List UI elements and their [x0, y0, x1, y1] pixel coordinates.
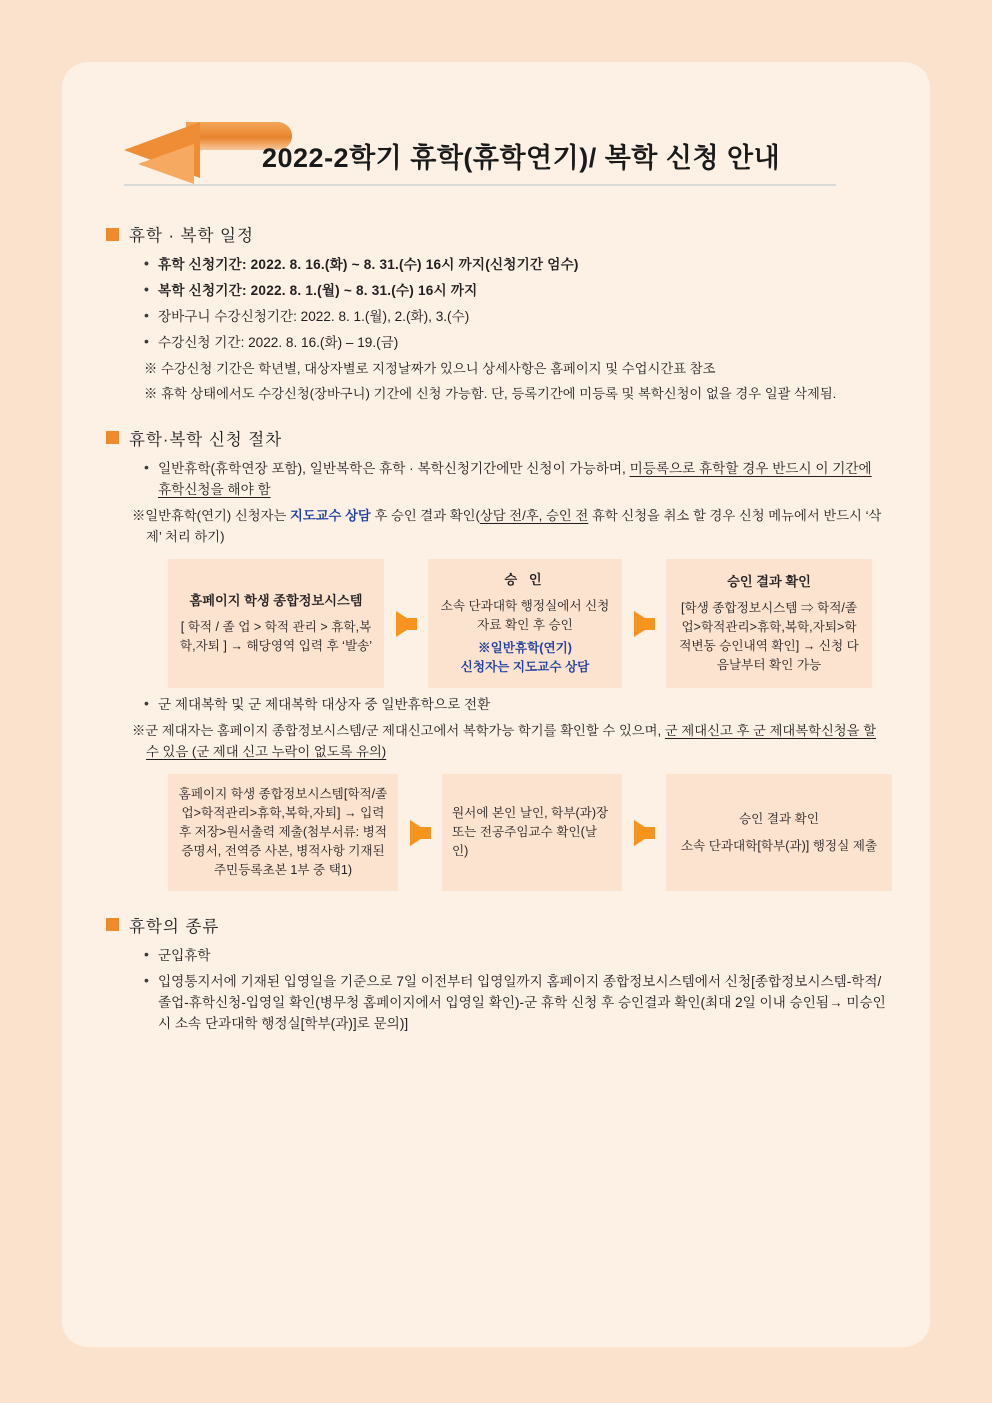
- flow-box-result: [666, 559, 872, 687]
- flow-arrow-icon: [384, 559, 428, 687]
- list-item: • 군입휴학: [144, 945, 886, 966]
- title-area: [62, 122, 930, 200]
- procedure-note-1: [106, 505, 886, 548]
- square-bullet-icon: [106, 228, 119, 241]
- section-title: 휴학·복학 신청 절차: [129, 430, 283, 449]
- flow-box-submit: [666, 774, 892, 890]
- square-bullet-icon: [106, 431, 119, 444]
- list-item: • 수강신청 기간: 2022. 8. 16.(화) – 19.(금): [144, 332, 886, 353]
- flow-box-heading: 홈페이지 학생 종합정보시스템: [189, 593, 363, 609]
- page-title: 2022-2학기 휴학(휴학연기)/ 복학 신청 안내: [262, 143, 781, 173]
- square-bullet-icon: [106, 918, 119, 931]
- procedure-text-1: 일반휴학(휴학연장 포함), 일반복학은 휴학 · 복학신청기간에만 신청이 가능하며,: [158, 460, 630, 476]
- procedure-list-2: [106, 694, 886, 715]
- flow-box-approval: [428, 559, 622, 687]
- flow-box-heading: 승 인: [504, 572, 546, 588]
- flow-box-application: [168, 774, 398, 890]
- flow-box-heading: 승인 결과 확인: [727, 574, 811, 590]
- procedure-underline-1: 미등록으로 휴학할 경우 반드시 이 기간에 휴학신청을 해야 함: [158, 460, 872, 497]
- note-text-a: ※일반휴학(연기) 신청자는: [132, 507, 290, 523]
- flow-box-body: [학생 종합정보시스템 ⇒ 학적/졸업>학적관리>휴학,복학,자퇴>학적변동 승인내역 확인] → 신청 다음날부터 확인 가능: [679, 601, 859, 672]
- flow-box-body-2: 소속 단과대학[학부(과)] 행정실 제출: [680, 838, 878, 853]
- flow-arrow-icon: [622, 774, 666, 890]
- list-item: • 장바구니 수강신청기간: 2022. 8. 1.(월), 2.(화), 3.(수): [144, 306, 886, 327]
- note-text-pre: ※군 제대자는 홈페이지 종합정보시스템/군 제대신고에서 복학가능 학기를 확인할 수 있으며,: [132, 722, 665, 738]
- flow-box-body: [ 학적 / 졸 업 > 학적 관리 > 휴학,복학,자퇴 ] → 해당영역 입력 후 ‘발송’: [179, 620, 373, 654]
- note-text-d: 상담 전/후, 승인 전: [479, 507, 589, 523]
- document-page: [62, 62, 930, 1347]
- flow-arrow-icon: [622, 559, 666, 687]
- list-item: • 군 제대복학 및 군 제대복학 대상자 중 일반휴학으로 전환: [144, 694, 886, 715]
- section-heading-schedule: [106, 222, 886, 246]
- note-text-c: 후 승인 결과 확인(: [370, 507, 480, 523]
- flow-box-body-1: 승인 결과 확인: [739, 811, 819, 826]
- flow-box-note-1: ※일반휴학(연기): [478, 641, 572, 656]
- section-procedure: [62, 426, 930, 891]
- flow-diagram-general: [168, 559, 892, 687]
- list-item: [144, 458, 886, 500]
- procedure-list: [106, 458, 886, 500]
- note-text-e: 휴학 신청을 취소 할 경우 신청 메뉴에서 반드시 ‘삭제’ 처리 하기): [146, 507, 882, 545]
- list-item: • 복학 신청기간: 2022. 8. 1.(월) ~ 8. 31.(수) 16시 까지: [144, 280, 886, 301]
- flow-box-body: 원서에 본인 날인, 학부(과)장 또는 전공주임교수 확인(날인): [452, 806, 609, 859]
- schedule-note-2: ※ 휴학 상태에서도 수강신청(장바구니) 기간에 신청 가능함. 단, 등록기간에 미등록 및 복학신청이 없을 경우 일괄 삭제됨.: [144, 385, 837, 401]
- section-heading-procedure: [106, 426, 886, 450]
- flow-diagram-military: [168, 774, 892, 890]
- types-list: [106, 945, 886, 1034]
- note-text-b: 지도교수 상담: [290, 507, 371, 523]
- flow-box-signature: [442, 774, 622, 890]
- list-item: • 휴학 신청기간: 2022. 8. 16.(화) ~ 8. 31.(수) 16시 까지(신청기간 엄수): [144, 254, 886, 275]
- flow-arrow-icon: [398, 774, 442, 890]
- flow-box-note-2: 신청자는 지도교수 상담: [460, 659, 590, 674]
- section-types: [62, 913, 930, 1034]
- schedule-list: [106, 254, 886, 353]
- section-heading-types: [106, 913, 886, 937]
- note-text-underline: 군 제대신고 후 군 제대복학신청을 할 수 있음 (군 제대 신고 누락이 없도록 유의): [146, 722, 877, 760]
- schedule-note-1: ※ 수강신청 기간은 학년별, 대상자별로 지정날짜가 있으니 상세사항은 홈페이지 및 수업시간표 참조: [144, 361, 716, 377]
- flow-box-system: [168, 559, 384, 687]
- list-item: • 입영통지서에 기재된 입영일을 기준으로 7일 이전부터 입영일까지 홈페이지 종합정보시스템에서 신청[종합정보시스템-학적/졸업-휴학신청-입영일 확인(병무청 홈페이지에서 입영일 확인)-군 휴학 신청 후 승인결과 확인(최대 2일 이내 승인됨→ 미승인시 소속 단과대학 행정실[학부(과)]로 문의)]: [144, 971, 886, 1034]
- procedure-note-2: [106, 720, 886, 763]
- flow-box-body: 소속 단과대학 행정실에서 신청 자료 확인 후 승인: [440, 599, 610, 633]
- flow-box-body: 홈페이지 학생 종합정보시스템[학적/졸업>학적관리>휴학,복학,자퇴] → 입력 후 저장>원서출력 제출(첨부서류: 병적증명서, 전역증 사본, 병적사항 기재된 주민등록초본 1부 중 택1): [178, 787, 388, 877]
- section-schedule: [62, 222, 930, 404]
- section-title: 휴학의 종류: [129, 917, 220, 936]
- section-title: 휴학 · 복학 일정: [129, 227, 254, 245]
